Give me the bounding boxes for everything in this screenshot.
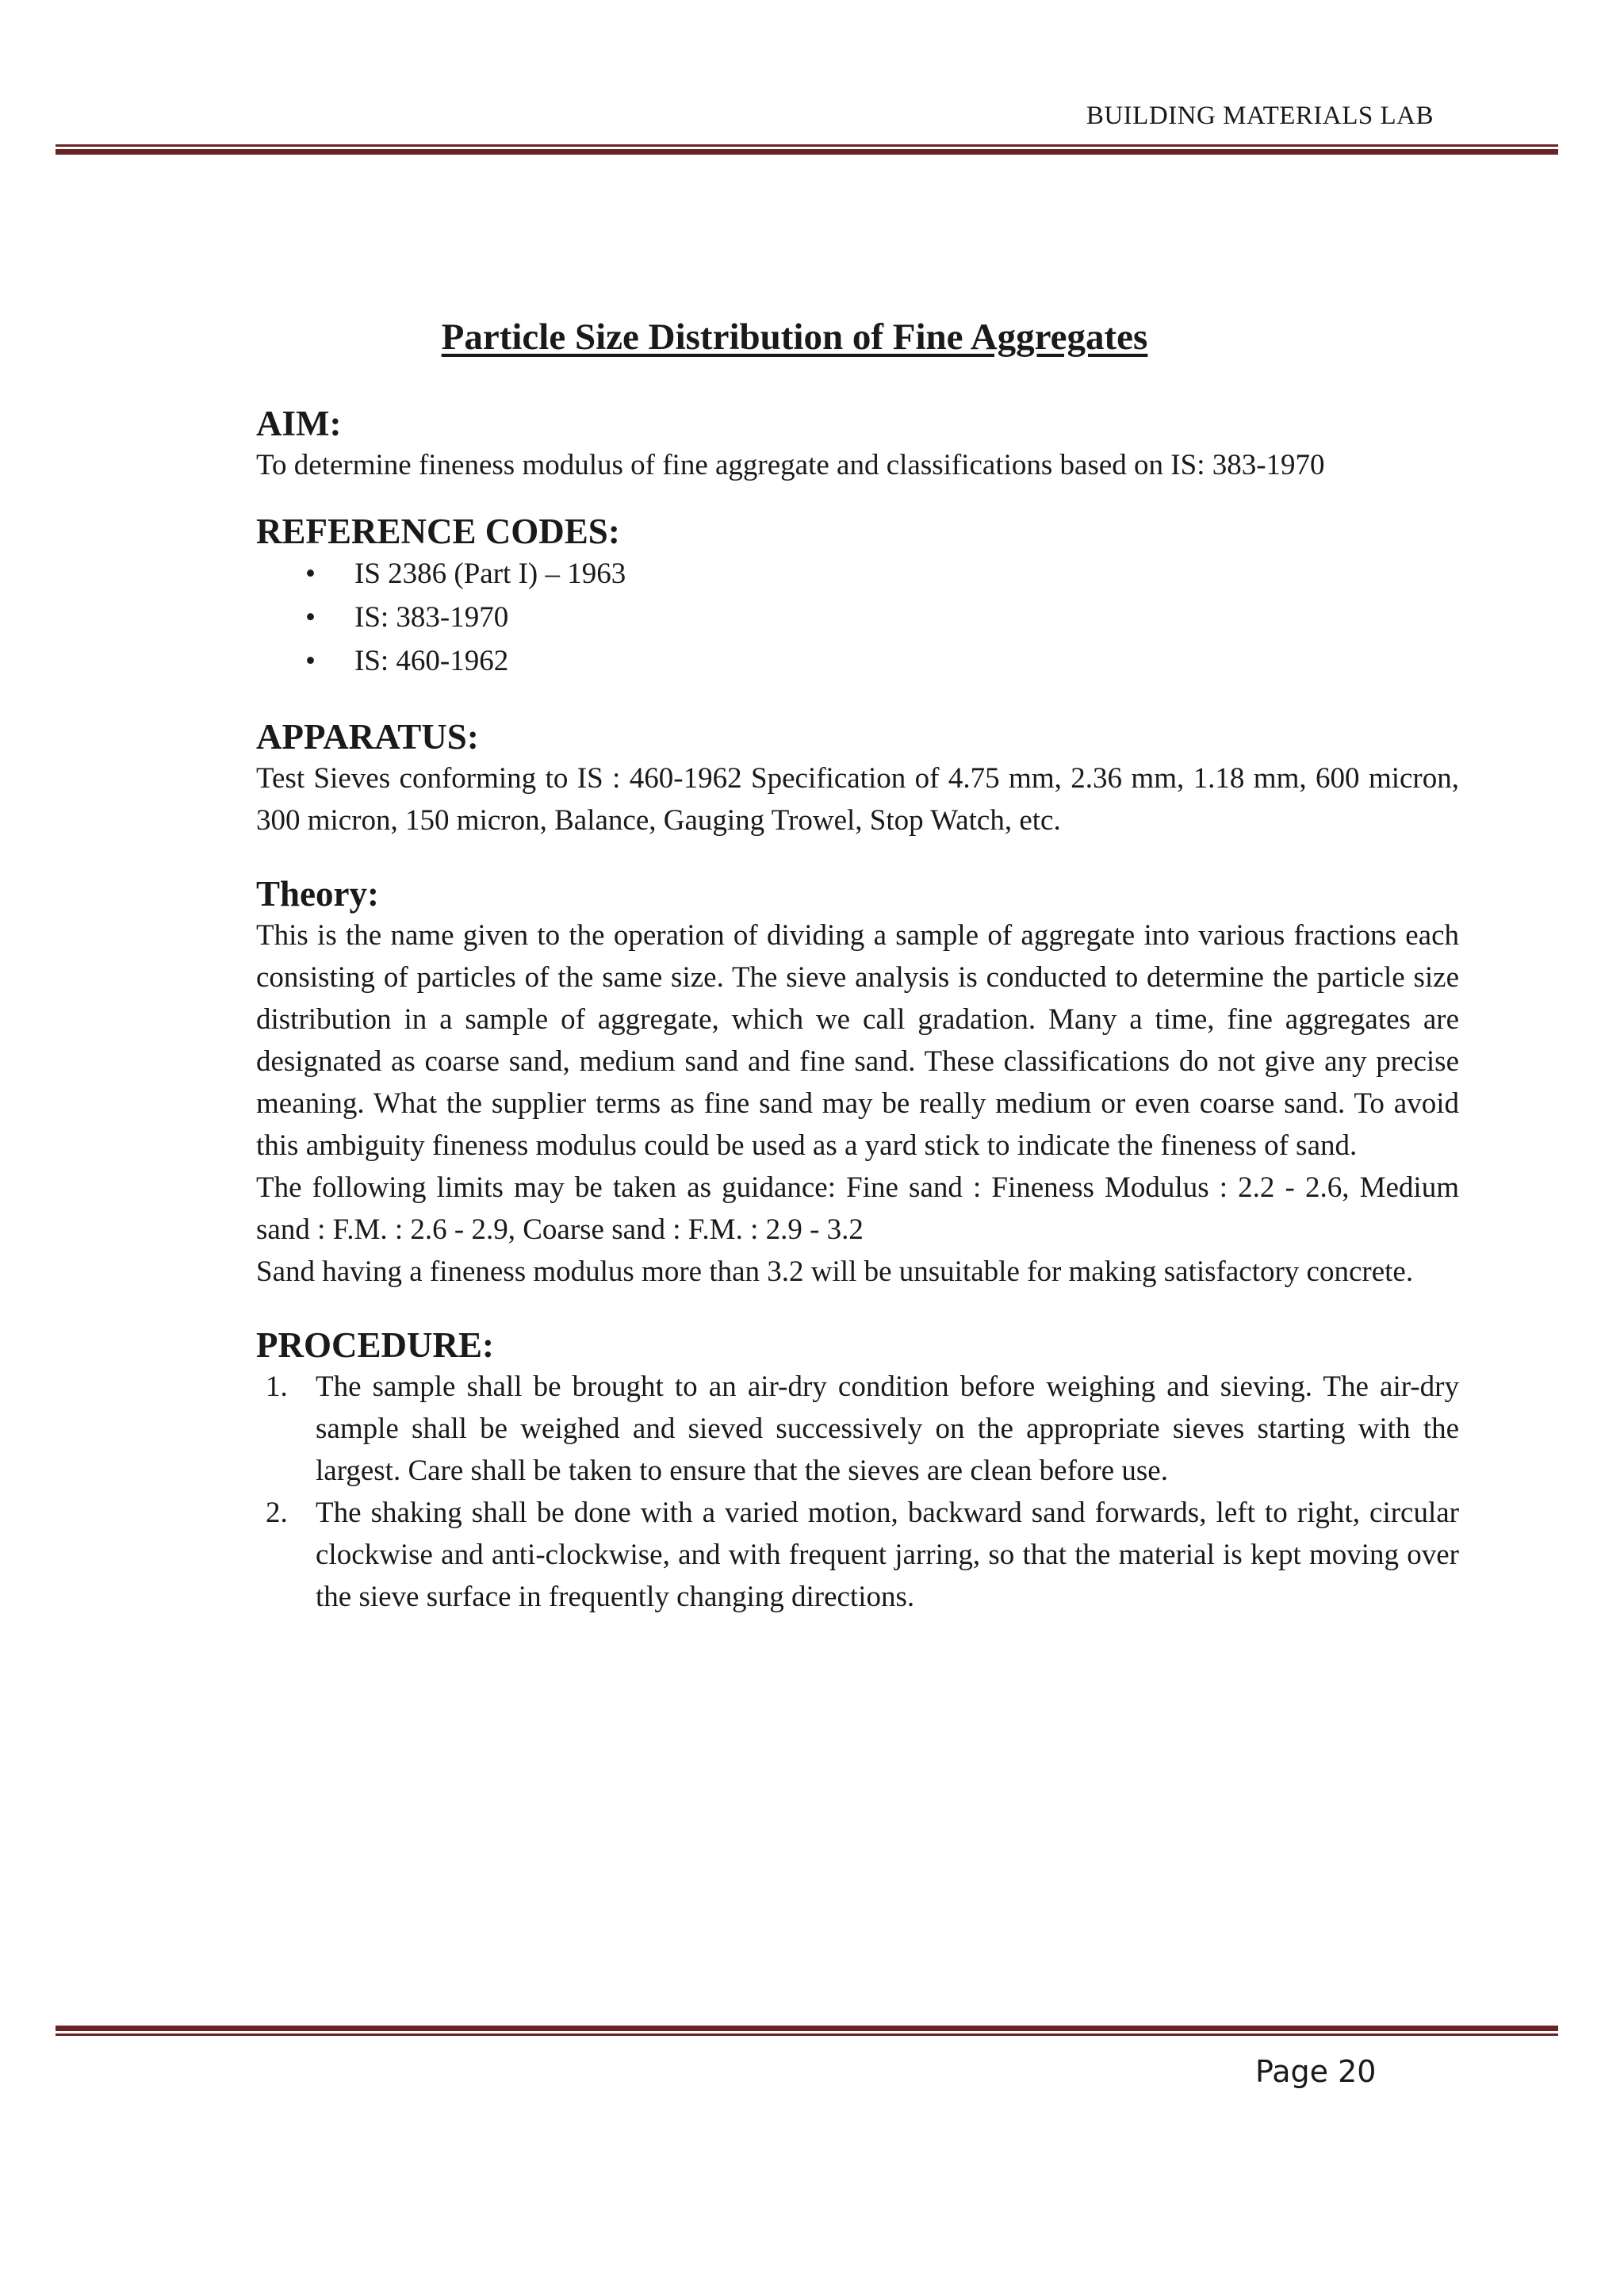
apparatus-section: [256, 716, 1459, 841]
apparatus-heading: APPARATUS:: [256, 717, 479, 757]
bullet-icon: •: [305, 601, 316, 634]
footer-rule-thick: [56, 2026, 1558, 2031]
list-item: [305, 596, 1459, 639]
footer-rule-thin: [56, 2033, 1558, 2036]
header-rule-thin: [56, 144, 1558, 147]
theory-section: [256, 873, 1459, 1293]
list-item: [256, 1366, 1459, 1492]
bullet-icon: •: [305, 558, 316, 590]
reference-codes-list: [256, 552, 1459, 683]
aim-heading: AIM:: [256, 404, 342, 443]
reference-code: IS: 383-1970: [354, 601, 509, 634]
header-rule: [56, 144, 1558, 155]
step-text: The shaking shall be done with a varied motion, backward sand forwards, left to right, circular clockwise and anti-clockwise, and with frequent jarring, so that the material is kept moving over the sieve surface in frequently changing directions.: [316, 1497, 1459, 1613]
theory-paragraph: Sand having a fineness modulus more than 3.2 will be unsuitable for making satisfactory concrete.: [256, 1255, 1414, 1288]
apparatus-text: Test Sieves conforming to IS : 460-1962 Specification of 4.75 mm, 2.36 mm, 1.18 mm, 600 micron, 300 micron, 150 micron, Balance, Gauging Trowel, Stop Watch, etc.: [256, 762, 1459, 837]
page-title: Particle Size Distribution of Fine Aggregates: [441, 316, 1148, 358]
reference-code: IS 2386 (Part I) – 1963: [354, 558, 626, 590]
aim-section: [256, 403, 1459, 486]
procedure-heading: PROCEDURE:: [256, 1325, 494, 1365]
list-item: [256, 1492, 1459, 1618]
document-body: [256, 403, 1459, 1618]
header-title: BUILDING MATERIALS LAB: [1086, 102, 1434, 130]
theory-heading: Theory:: [256, 874, 379, 914]
step-number: 2.: [266, 1497, 288, 1529]
theory-paragraph: This is the name given to the operation of dividing a sample of aggregate into various fractions each consisting of particles of the same size. The sieve analysis is conducted to determine the particle size distribution in a sample of aggregate, which we call gradation. Many a time, fine aggregates are designated as coarse sand, medium sand and fine sand. These classifications do not give any precise meaning. What the supplier terms as fine sand may be really medium or even coarse sand. To avoid this ambiguity fineness modulus could be used as a yard stick to indicate the fineness of sand.: [256, 919, 1459, 1162]
procedure-list: [256, 1366, 1459, 1618]
reference-codes-heading: REFERENCE CODES:: [256, 512, 620, 551]
reference-codes-section: [256, 511, 1459, 683]
reference-code: IS: 460-1962: [354, 645, 509, 677]
step-number: 1.: [266, 1370, 288, 1403]
footer-rule: [56, 2026, 1558, 2036]
bullet-icon: •: [305, 645, 316, 677]
page-number: Page 20: [1255, 2054, 1377, 2089]
step-text: The sample shall be brought to an air-dry condition before weighing and sieving. The air-dry sample shall be weighed and sieved successively on the appropriate sieves starting with the largest. Care shall be taken to ensure that the sieves are clean before use.: [316, 1370, 1459, 1487]
aim-text: To determine fineness modulus of fine aggregate and classifications based on IS: 383-1970: [256, 449, 1325, 481]
procedure-section: [256, 1324, 1459, 1618]
list-item: [305, 639, 1459, 683]
header-rule-thick: [56, 149, 1558, 155]
theory-paragraph: The following limits may be taken as guidance: Fine sand : Fineness Modulus : 2.2 - 2.6, Medium sand : F.M. : 2.6 - 2.9, Coarse sand : F.M. : 2.9 - 3.2: [256, 1171, 1459, 1246]
list-item: [305, 552, 1459, 596]
